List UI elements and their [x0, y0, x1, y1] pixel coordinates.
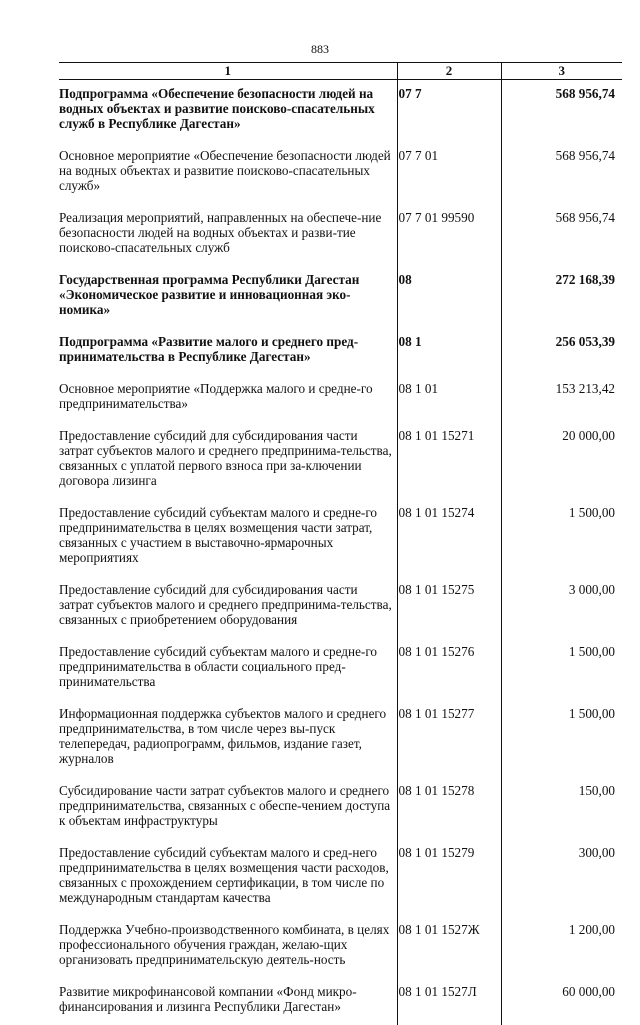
- row-amount: 568 956,74: [501, 80, 622, 143]
- table-row: [59, 422, 622, 499]
- table-row: [59, 916, 622, 978]
- row-name: Подпрограмма «Развитие малого и среднего пред-принимательства в Республике Дагестан»: [59, 328, 397, 375]
- budget-table: [59, 62, 622, 1025]
- row-name: Подпрограмма «Обеспечение безопасности людей на водных объектах и развитие поисково-спасательных служб в Республике Дагестан»: [59, 80, 397, 143]
- row-name: Предоставление субсидий субъектам малого и сред-него предпринимательства в целях возмещения части расходов, связанных с прохождением сертификации, в том числе по международным стандартам качества: [59, 839, 397, 916]
- row-code: 07 7 01 99590: [397, 204, 501, 266]
- row-code: 07 7 01: [397, 142, 501, 204]
- row-name: Государственная программа Республики Дагестан «Экономическое развитие и инновационная эко-номика»: [59, 266, 397, 328]
- row-amount: 60 000,00: [501, 978, 622, 1025]
- header-col-1: 1: [59, 63, 397, 80]
- row-code: 08 1: [397, 328, 501, 375]
- table-row: [59, 576, 622, 638]
- table-row: [59, 328, 622, 375]
- row-amount: 20 000,00: [501, 422, 622, 499]
- row-amount: 150,00: [501, 777, 622, 839]
- row-amount: 1 500,00: [501, 638, 622, 700]
- table-row: [59, 266, 622, 328]
- row-code: 08 1 01 15279: [397, 839, 501, 916]
- table-row: [59, 638, 622, 700]
- table-row: [59, 978, 622, 1025]
- header-row: [59, 63, 622, 80]
- table-body: [59, 80, 622, 1025]
- row-amount: 300,00: [501, 839, 622, 916]
- table-row: [59, 142, 622, 204]
- header-col-3: 3: [501, 63, 622, 80]
- row-amount: 568 956,74: [501, 142, 622, 204]
- row-name: Предоставление субсидий для субсидирования части затрат субъектов малого и среднего предпринима-тельства, связанных с приобретением оборудования: [59, 576, 397, 638]
- table-row: [59, 499, 622, 576]
- row-code: 08 1 01 1527Л: [397, 978, 501, 1025]
- row-name: Предоставление субсидий для субсидирования части затрат субъектов малого и среднего предпринима-тельства, связанных с уплатой первого взноса при за-ключении договора лизинга: [59, 422, 397, 499]
- row-amount: 256 053,39: [501, 328, 622, 375]
- table-row: [59, 839, 622, 916]
- row-name: Предоставление субсидий субъектам малого и средне-го предпринимательства в целях возмещения части затрат, связанных с участием в выставочно-ярмарочных мероприятиях: [59, 499, 397, 576]
- row-amount: 1 200,00: [501, 916, 622, 978]
- row-code: 08 1 01 1527Ж: [397, 916, 501, 978]
- table-row: [59, 700, 622, 777]
- row-code: 08 1 01 15271: [397, 422, 501, 499]
- table-row: [59, 777, 622, 839]
- row-name: Развитие микрофинансовой компании «Фонд микро-финансирования и лизинга Республики Дагестан»: [59, 978, 397, 1025]
- row-code: 08 1 01 15278: [397, 777, 501, 839]
- row-amount: 1 500,00: [501, 700, 622, 777]
- row-name: Информационная поддержка субъектов малого и среднего предпринимательства, в том числе через вы-пуск телепередач, радиопрограмм, фильмов, издание газет, журналов: [59, 700, 397, 777]
- row-name: Предоставление субсидий субъектам малого и средне-го предпринимательства в области социального пред-принимательства: [59, 638, 397, 700]
- table-row: [59, 80, 622, 143]
- row-name: Субсидирование части затрат субъектов малого и среднего предпринимательства, связанных с обеспе-чением доступа к объектам инфраструктуры: [59, 777, 397, 839]
- row-amount: 1 500,00: [501, 499, 622, 576]
- row-amount: 568 956,74: [501, 204, 622, 266]
- row-code: 08 1 01 15274: [397, 499, 501, 576]
- row-code: 08 1 01 15277: [397, 700, 501, 777]
- row-code: 08: [397, 266, 501, 328]
- row-name: Поддержка Учебно-производственного комбината, в целях профессионального обучения граждан, желаю-щих организовать предпринимательскую деятель-ность: [59, 916, 397, 978]
- row-code: 07 7: [397, 80, 501, 143]
- table-row: [59, 204, 622, 266]
- page-number: 883: [0, 42, 640, 57]
- row-code: 08 1 01 15275: [397, 576, 501, 638]
- table-header: [59, 63, 622, 80]
- row-amount: 272 168,39: [501, 266, 622, 328]
- row-name: Основное мероприятие «Поддержка малого и средне-го предпринимательства»: [59, 375, 397, 422]
- header-col-2: 2: [397, 63, 501, 80]
- table-row: [59, 375, 622, 422]
- row-amount: 153 213,42: [501, 375, 622, 422]
- row-name: Основное мероприятие «Обеспечение безопасности людей на водных объектах и развитие поисково-спасательных служб»: [59, 142, 397, 204]
- row-code: 08 1 01 15276: [397, 638, 501, 700]
- row-code: 08 1 01: [397, 375, 501, 422]
- row-name: Реализация мероприятий, направленных на обеспече-ние безопасности людей на водных объектах и разви-тие поисково-спасательных служб: [59, 204, 397, 266]
- row-amount: 3 000,00: [501, 576, 622, 638]
